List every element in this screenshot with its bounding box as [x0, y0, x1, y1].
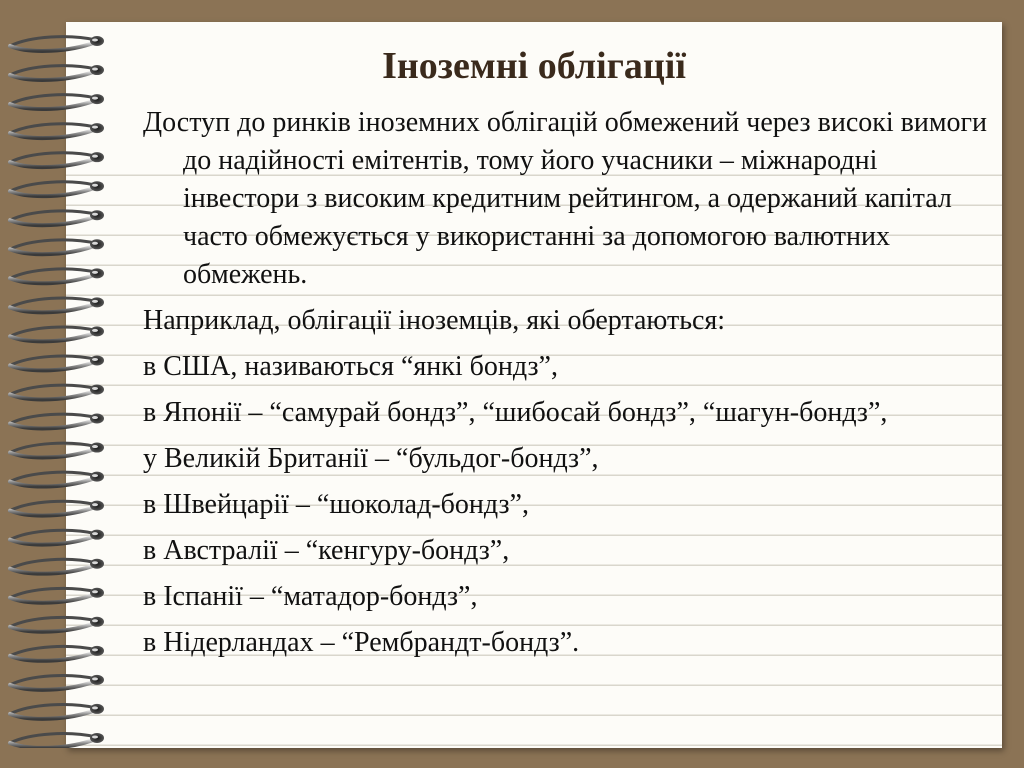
spiral-ring: [10, 617, 104, 632]
spiral-ring: [10, 123, 104, 138]
spiral-ring: [10, 384, 104, 399]
spiral-ring: [10, 588, 104, 603]
list-item-netherlands: в Нідерландах – “Рембрандт-бондз”.: [143, 627, 580, 658]
spiral-ring: [10, 733, 104, 748]
spiral-ring: [10, 239, 104, 254]
slide-body: [143, 104, 993, 670]
list-item-uk: у Великій Британії – “бульдог-бондз”,: [143, 443, 599, 474]
spiral-ring: [10, 326, 104, 341]
spiral-ring: [10, 675, 104, 690]
spiral-ring: [10, 646, 104, 661]
spiral-binding: [0, 22, 110, 748]
spiral-ring: [10, 501, 104, 516]
spiral-ring: [10, 530, 104, 545]
spiral-ring: [10, 355, 104, 370]
paragraph-example-intro: Наприклад, облігації іноземців, які обертаються:: [143, 305, 726, 336]
spiral-ring: [10, 297, 104, 312]
spiral-ring: [10, 268, 104, 283]
spiral-ring: [10, 94, 104, 109]
list-item-japan: в Японії – “самурай бондз”, “шибосай бондз”, “шагун-бондз”,: [143, 397, 888, 428]
spiral-ring: [10, 559, 104, 574]
spiral-ring: [10, 472, 104, 487]
spiral-ring: [10, 704, 104, 719]
list-item-usa: в США, називаються “янкі бондз”,: [143, 351, 558, 382]
spiral-ring: [10, 152, 104, 167]
list-item-australia: в Австралії – “кенгуру-бондз”,: [143, 535, 510, 566]
spiral-ring: [10, 210, 104, 225]
list-item-switzerland: в Швейцарії – “шоколад-бондз”,: [143, 489, 529, 520]
paragraph-access: Доступ до ринків іноземних облігацій обмежений через високі вимоги до надійності емітентів, тому його учасники – міжнародні інвестори з високим кредитним рейтингом, а одержаний капітал часто обмежується у використанні за допомогою валютних обмежень.: [143, 107, 988, 290]
spiral-ring: [10, 443, 104, 458]
list-item-spain: в Іспанії – “матадор-бондз”,: [143, 581, 478, 612]
spiral-ring: [10, 181, 104, 196]
slide-title: Іноземні облігації: [382, 45, 686, 87]
spiral-ring: [10, 414, 104, 429]
